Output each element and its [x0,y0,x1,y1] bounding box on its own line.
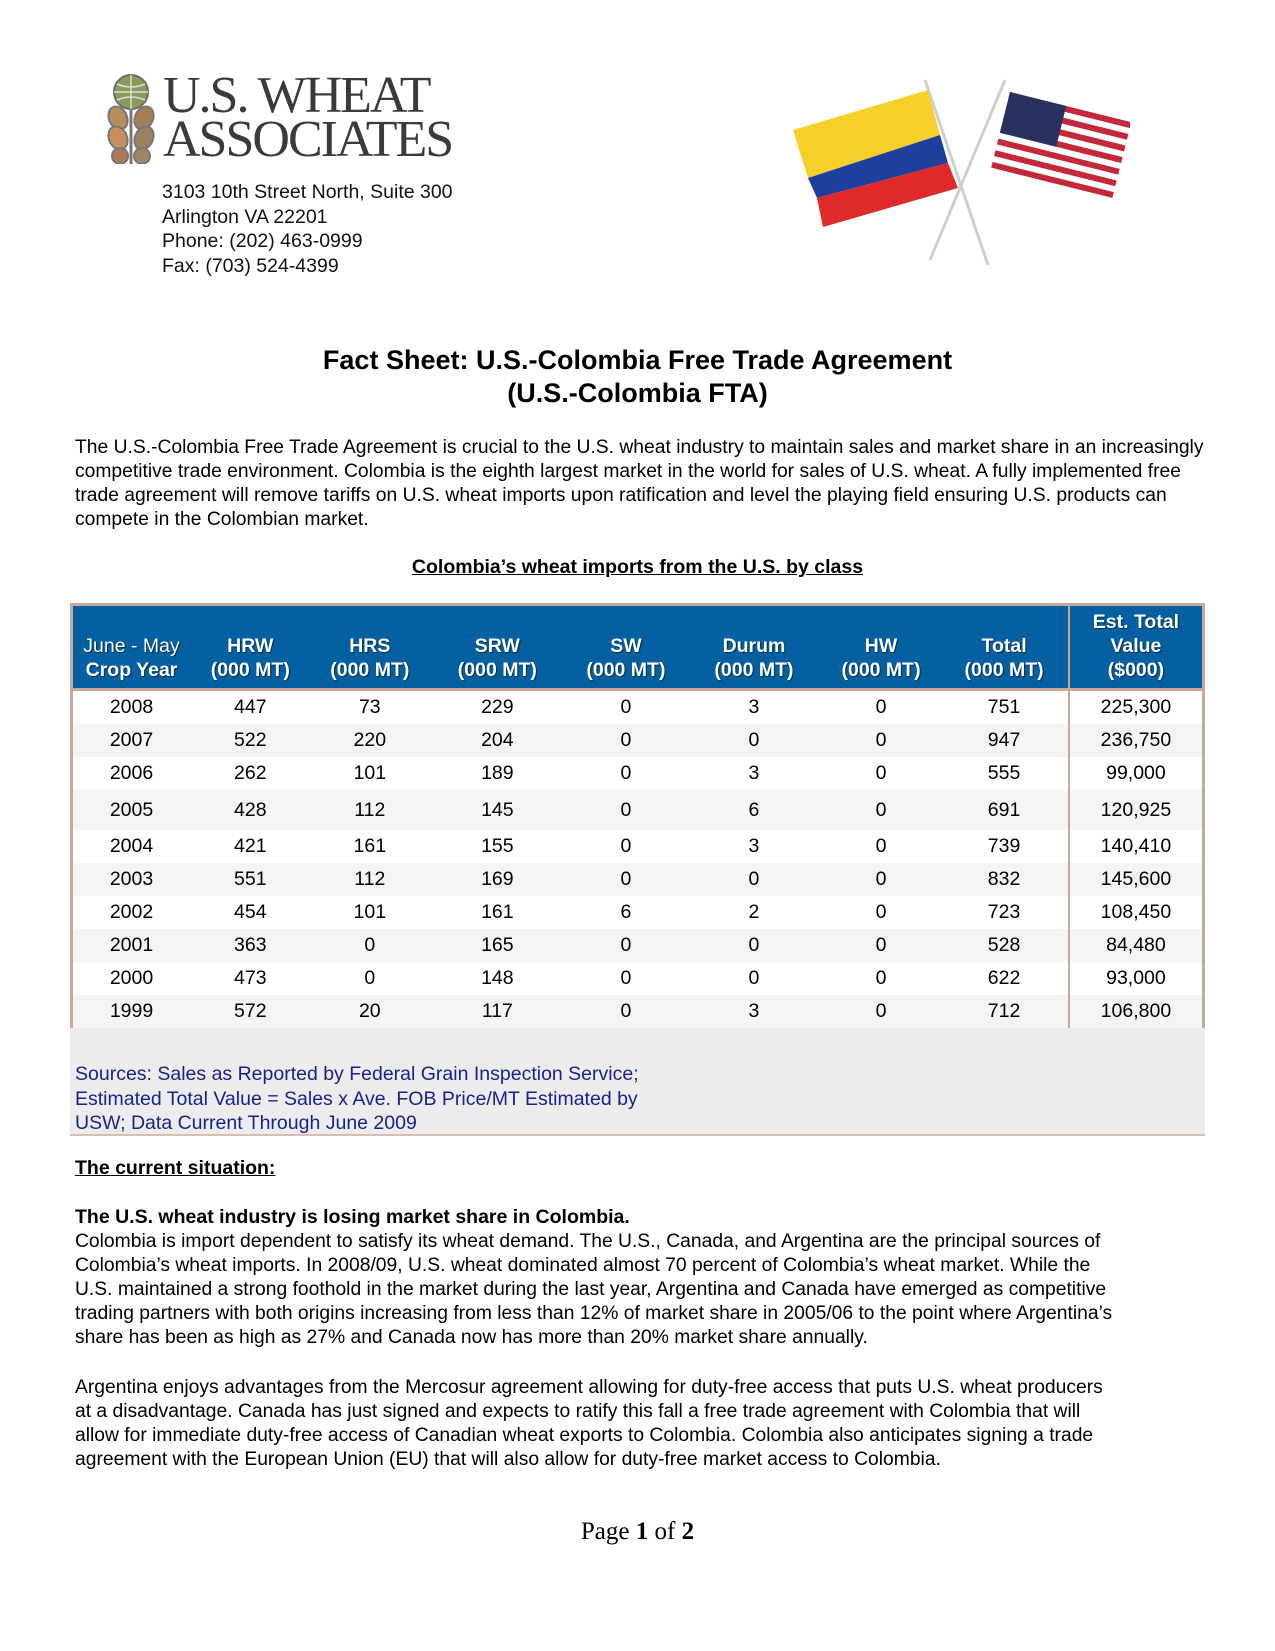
col-header-line: Crop Year [85,659,178,681]
cell-crop-year: 2002 [109,901,154,923]
col-header-hrw [190,605,311,690]
table-row [72,724,1204,757]
title-line-1: Fact Sheet: U.S.-Colombia Free Trade Agreement [322,345,953,375]
page-total: 2 [681,1518,695,1545]
table-cell: 0 [566,929,687,962]
table-cell: 120,925 [1069,790,1204,830]
table-row [72,790,1204,830]
col-header-line: HW [864,635,898,657]
paragraph-line: at a disadvantage. Canada has just signed and expects to ratify this fall a free trade agreement with Colombia that will [75,1401,1081,1422]
cell-crop-year: 2001 [72,929,191,962]
table-cell: 0 [566,790,687,830]
table-cell: 93,000 [1069,962,1204,995]
address-fax: Fax: (703) 524-4399 [162,254,339,277]
table-cell: 189 [481,762,514,784]
address-city: Arlington VA 22201 [162,205,328,228]
page-number [0,1518,1275,1546]
table-cell: 0 [620,835,632,857]
sources-note [70,1028,1205,1136]
table-header-row [72,605,1204,690]
table-cell: 528 [940,929,1069,962]
table-cell: 0 [875,901,887,923]
table-cell: 428 [190,790,311,830]
cell-crop-year: 2000 [109,967,154,989]
situation-paragraph-2 [75,1376,1210,1472]
table-cell: 6 [620,901,632,923]
situation-paragraph-1 [75,1230,1210,1350]
cell-crop-year: 2005 [72,790,191,830]
page-mid: of [648,1518,682,1545]
page-title [0,344,1275,410]
table-cell: 0 [686,863,822,896]
col-header-line: Total [981,635,1027,657]
table-cell: 3 [686,995,822,1030]
table-cell: 0 [875,696,887,718]
paragraph-line: Colombia’s wheat imports. In 2008/09, U.S. wheat dominated almost 70 percent of Colombia’s wheat market. While the [75,1255,1091,1276]
paragraph-line: U.S. maintained a strong foothold in the market during the last year, Argentina and Canada have emerged as competitive [75,1279,1107,1300]
subheading-losing-market-share: The U.S. wheat industry is losing market share in Colombia. [75,1206,630,1228]
page-prefix: Page [580,1518,636,1545]
table-cell: 3 [748,835,760,857]
table-cell: 229 [481,696,514,718]
sources-line-3: USW; Data Current Through June 2009 [75,1112,417,1134]
table-cell: 0 [822,724,941,757]
table-cell: 0 [822,863,941,896]
table-cell: 6 [686,790,822,830]
page-current: 1 [635,1518,649,1545]
address-phone: Phone: (202) 463-0999 [162,230,363,252]
table-cell: 20 [311,995,430,1030]
table-cell: 236,750 [1069,724,1204,757]
col-header-line: Value [1110,635,1162,657]
col-header-line: HRW [227,635,274,657]
col-header-line: (000 MT) [964,659,1044,681]
table-cell: 0 [620,762,632,784]
imports-table [70,603,1205,1031]
col-header-line: HRS [349,635,391,657]
paragraph-line: Argentina enjoys advantages from the Mercosur agreement allowing for duty-free access that puts U.S. wheat producers [75,1377,1103,1398]
table-cell: 0 [620,967,632,989]
section-heading-current-situation: The current situation: [75,1157,276,1179]
col-header-line: (000 MT) [210,659,290,681]
table-cell: 447 [234,696,267,718]
cell-crop-year: 2004 [109,835,154,857]
table-cell: 84,480 [1069,929,1204,962]
table-cell: 723 [987,901,1021,923]
table-cell: 0 [686,929,822,962]
cell-crop-year: 2006 [109,762,154,784]
table-cell: 947 [940,724,1069,757]
table-cell: 161 [481,901,514,923]
table-row [72,863,1204,896]
table-cell: 0 [686,724,822,757]
paragraph-line: agreement with the European Union (EU) that will also allow for duty-free market access to Colombia. [75,1449,941,1470]
logo-line-1: U.S. WHEAT [163,67,430,124]
sources-line-2: Estimated Total Value = Sales x Ave. FOB Price/MT Estimated by [75,1087,638,1110]
table-cell: 0 [566,724,687,757]
table-caption: Colombia’s wheat imports from the U.S. by class [411,556,864,578]
table-row [72,962,1204,995]
col-header-line: SW [610,635,642,657]
table-cell: 0 [311,929,430,962]
table-cell: 0 [566,863,687,896]
table-cell: 0 [748,967,760,989]
table-cell: 622 [987,967,1021,989]
logo-line-2: ASSOCIATES [163,111,453,168]
table-cell: 751 [987,696,1021,718]
wheat-globe-logo-icon [103,72,159,164]
table-cell: 108,450 [1069,896,1204,929]
cell-crop-year: 2007 [72,724,191,757]
table-cell: 572 [190,995,311,1030]
col-header-sw [566,605,687,690]
title-line-2: (U.S.-Colombia FTA) [507,378,768,408]
col-header-line: Durum [722,635,786,657]
crossed-flags-colombia-usa-icon [790,70,1130,270]
table-cell: 551 [190,863,311,896]
table-cell: 0 [875,762,887,784]
table-cell: 220 [311,724,430,757]
col-header-total [940,605,1069,690]
col-header-line: (000 MT) [330,659,410,681]
address-street: 3103 10th Street North, Suite 300 [162,181,453,203]
table-cell: 522 [190,724,311,757]
col-header-line: (000 MT) [457,659,537,681]
table-cell: 99,000 [1069,757,1204,790]
table-cell: 3 [748,696,760,718]
col-header-srw [429,605,566,690]
col-header-line: SRW [474,635,520,657]
logo-wordmark [163,67,453,168]
table-cell: 112 [311,863,430,896]
table-row [72,757,1204,790]
table-row [72,690,1204,725]
table-cell: 421 [234,835,267,857]
table-cell: 262 [234,762,267,784]
table-cell: 0 [875,835,887,857]
imports-table-container [70,603,1205,1031]
sources-line-1: Sources: Sales as Reported by Federal Grain Inspection Service; [75,1063,639,1085]
col-header-durum [686,605,822,690]
table-cell: 140,410 [1069,830,1204,863]
table-cell: 691 [940,790,1069,830]
table-cell: 473 [234,967,267,989]
table-cell: 0 [822,790,941,830]
table-cell: 0 [822,929,941,962]
table-row [72,830,1204,863]
address-block [162,180,453,278]
table-cell: 145 [429,790,566,830]
cell-crop-year: 1999 [72,995,191,1030]
col-header-crop-year [72,605,191,690]
table-cell: 145,600 [1069,863,1204,896]
table-cell: 0 [364,967,376,989]
table-cell: 0 [620,696,632,718]
col-header-line: (000 MT) [586,659,666,681]
table-cell: 225,300 [1069,690,1204,725]
table-cell: 165 [429,929,566,962]
paragraph-line: allow for immediate duty-free access of Canadian wheat exports to Colombia. Colombia also anticipates signing a trade [75,1425,1094,1446]
table-row [72,995,1204,1030]
table-cell: 739 [987,835,1021,857]
col-header-line: Est. Total [1092,611,1180,633]
table-cell: 169 [429,863,566,896]
table-cell: 3 [748,762,760,784]
usw-logo [103,67,493,168]
table-cell: 161 [353,835,387,857]
table-cell: 204 [429,724,566,757]
table-cell: 101 [353,762,387,784]
col-header-line: ($000) [1107,659,1165,681]
table-cell: 112 [311,790,430,830]
col-header-hw [822,605,941,690]
paragraph-line: Colombia is import dependent to satisfy its wheat demand. The U.S., Canada, and Argentina are the principal sources of [75,1231,1101,1252]
cell-crop-year: 2003 [72,863,191,896]
table-cell: 117 [429,995,566,1030]
paragraph-line: trading partners with both origins increasing from less than 12% of market share in 2005/06 to the point where Argentina’s [75,1303,1113,1324]
table-row [72,896,1204,929]
table-cell: 712 [940,995,1069,1030]
table-cell: 148 [481,967,514,989]
table-cell: 2 [748,901,760,923]
table-cell: 73 [358,696,381,718]
col-header-est-value [1069,605,1204,690]
table-cell: 832 [940,863,1069,896]
col-header-hrs [311,605,430,690]
col-header-line: (000 MT) [841,659,921,681]
table-cell: 0 [822,995,941,1030]
table-cell: 106,800 [1069,995,1204,1030]
paragraph-line: share has been as high as 27% and Canada now has more than 20% market share annually. [75,1327,868,1348]
intro-paragraph: The U.S.-Colombia Free Trade Agreement is crucial to the U.S. wheat industry to maintain sales and market share in an increasingly competitive trade environment. Colombia is the eighth largest market in the world for sales of U.S. wheat. A fully implemented free trade agreement will remove tariffs on U.S. wheat imports upon ratification and level the playing field ensuring U.S. products can compete in the Colombian market. [75,437,1204,530]
table-cell: 0 [566,995,687,1030]
col-header-line: June - May [83,635,180,657]
table-cell: 363 [190,929,311,962]
table-row [72,929,1204,962]
table-cell: 0 [875,967,887,989]
table-cell: 555 [987,762,1021,784]
cell-crop-year: 2008 [109,696,154,718]
table-cell: 101 [353,901,387,923]
table-cell: 454 [234,901,267,923]
table-cell: 155 [481,835,514,857]
col-header-line: (000 MT) [714,659,794,681]
